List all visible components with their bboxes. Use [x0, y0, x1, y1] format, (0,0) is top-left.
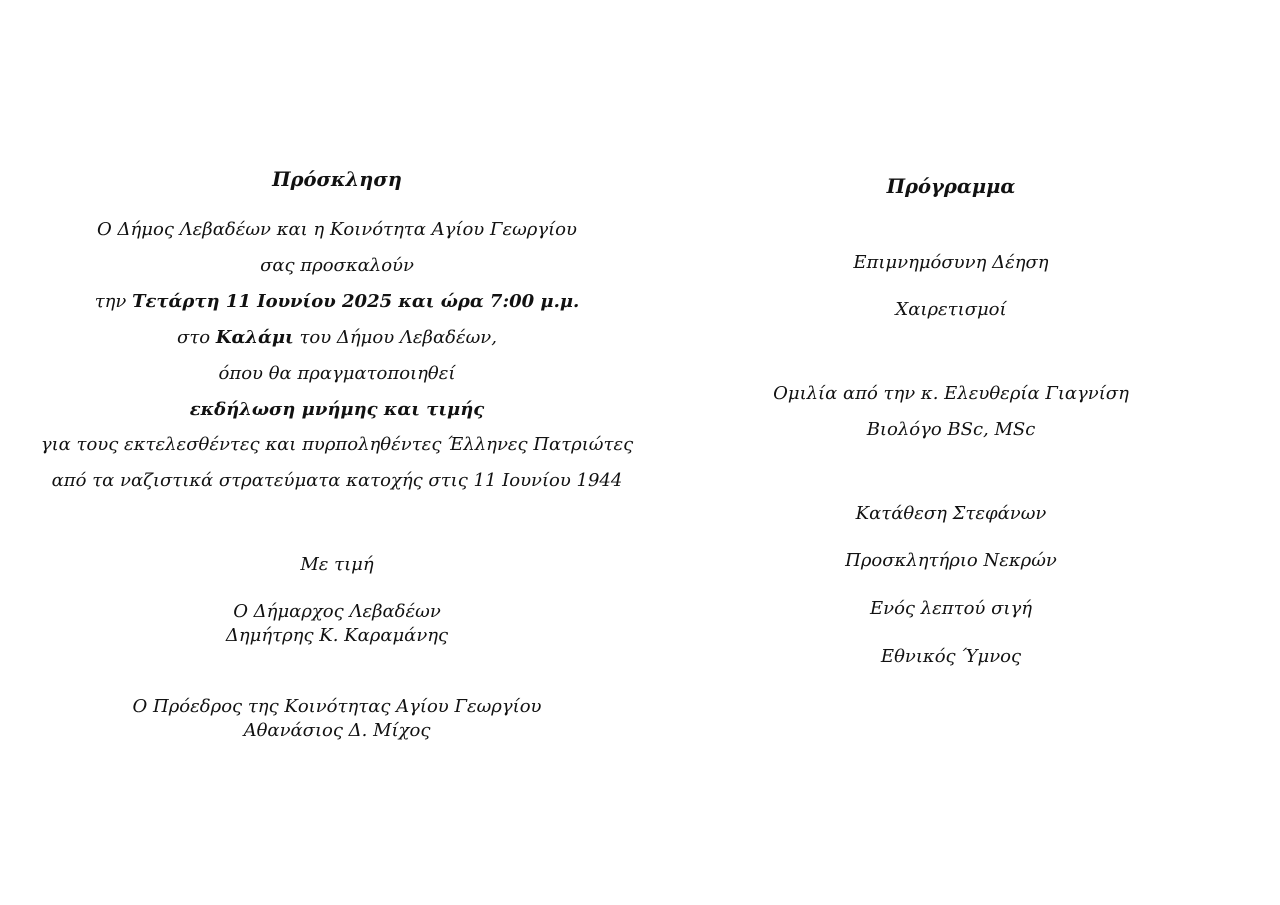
program-item-roll-call: Προσκλητήριο Νεκρών — [845, 550, 1057, 571]
program-item-greetings: Χαιρετισμοί — [895, 299, 1007, 320]
program-item-silence: Ενός λεπτού σιγή — [870, 598, 1032, 619]
program-item-anthem: Εθνικός Ύμνος — [880, 646, 1022, 667]
invitation-title: Πρόσκληση — [272, 168, 402, 191]
invitation-line-history: από τα ναζιστικά στρατεύματα κατοχής στις 11 Ιουνίου 1944 — [51, 470, 623, 491]
president-name: Αθανάσιος Δ. Μίχος — [243, 720, 431, 741]
invitation-line-place — [177, 327, 497, 349]
place-suffix: του Δήμου Λεβαδέων, — [293, 327, 497, 348]
mayor-name: Δημήτρης Κ. Καραμάνης — [225, 625, 449, 646]
invitation-line-invite: σας προσκαλούν — [260, 255, 414, 276]
place-prefix: στο — [177, 327, 216, 348]
invitation-line-where: όπου θα πραγματοποιηθεί — [218, 363, 456, 384]
event-place: Καλάμι — [215, 327, 294, 348]
program-item-wreaths: Κατάθεση Στεφάνων — [855, 503, 1047, 524]
mayor-title: Ο Δήμαρχος Λεβαδέων — [233, 601, 441, 622]
program-title: Πρόγραμμα — [886, 175, 1016, 198]
program-item-speaker-title: Βιολόγο BSc, MSc — [866, 419, 1036, 440]
program-item-speech: Ομιλία από την κ. Ελευθερία Γιαγνίση — [773, 383, 1129, 404]
date-prefix: την — [94, 291, 133, 312]
program-item-memorial-service: Επιμνημόσυνη Δέηση — [853, 252, 1049, 273]
event-name: εκδήλωση μνήμης και τιμής — [189, 399, 485, 420]
closing: Με τιμή — [300, 554, 374, 575]
invitation-line-hosts: Ο Δήμος Λεβαδέων και η Κοινότητα Αγίου Γεωργίου — [97, 219, 577, 240]
event-date: Τετάρτη 11 Ιουνίου 2025 και ώρα 7:00 μ.μ. — [132, 291, 580, 312]
invitation-line-date — [95, 291, 580, 313]
president-title: Ο Πρόεδρος της Κοινότητας Αγίου Γεωργίου — [132, 696, 542, 717]
invitation-line-honorees: για τους εκτελεσθέντες και πυρποληθέντες Έλληνες Πατριώτες — [40, 434, 634, 455]
